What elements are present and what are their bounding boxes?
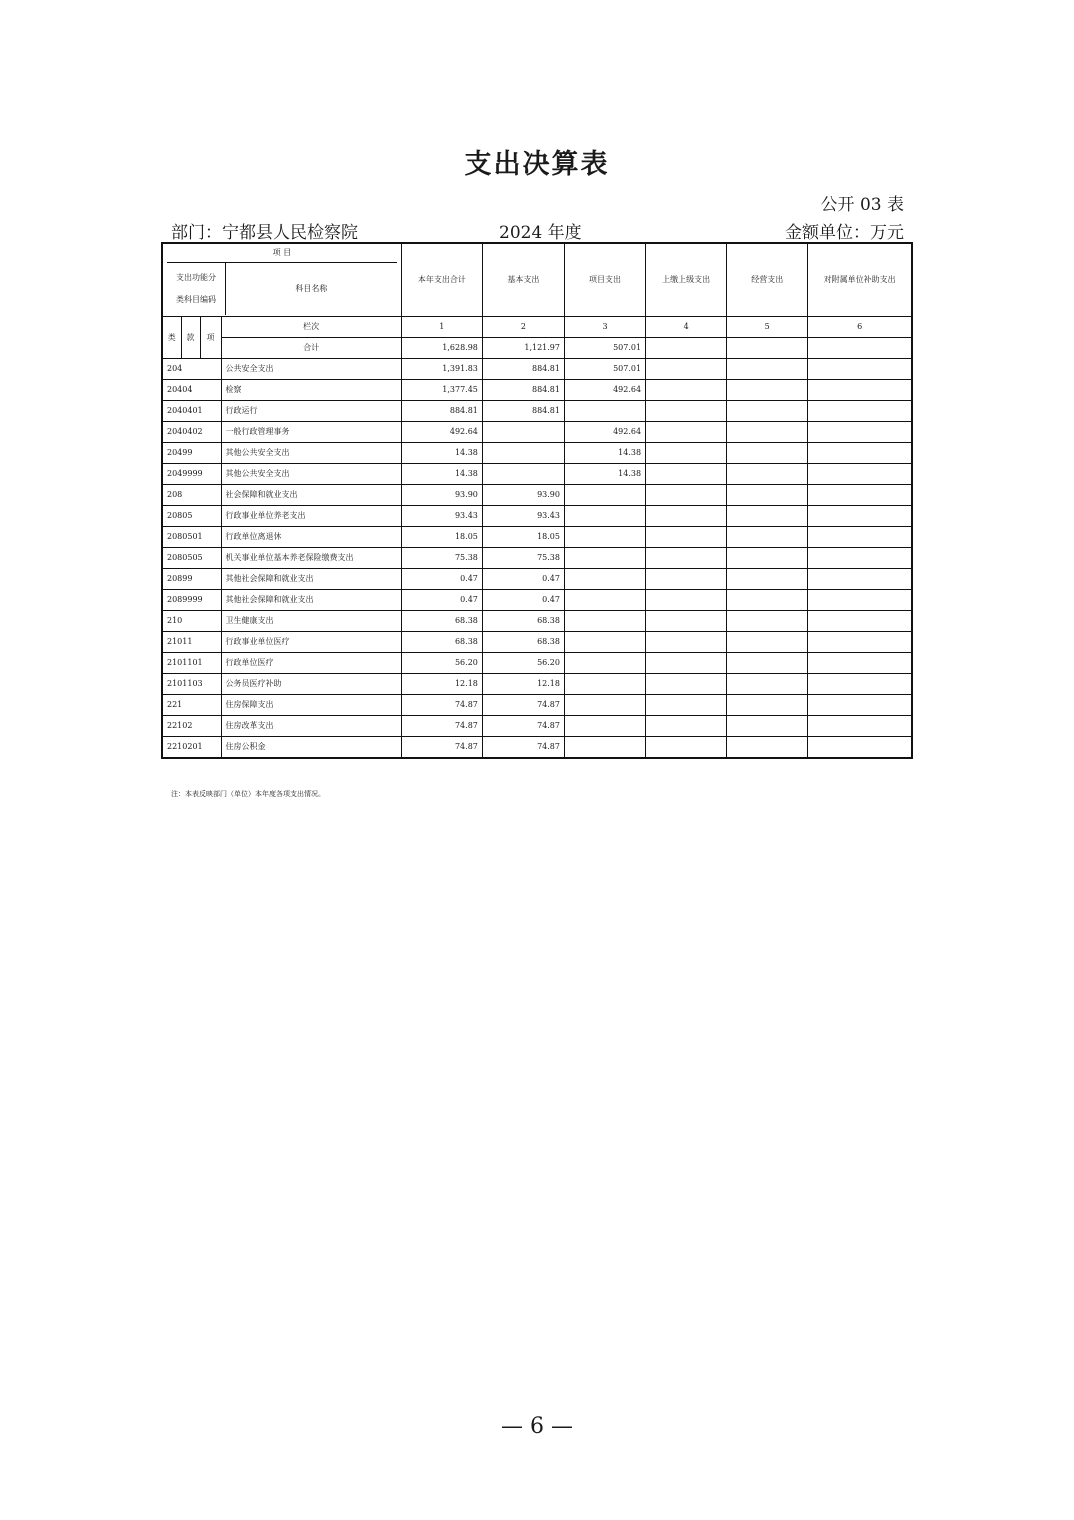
table-row	[162, 569, 912, 590]
table-row	[162, 401, 912, 422]
row-subsidy	[808, 590, 912, 611]
row-code: 20499	[162, 443, 221, 464]
row-subsidy	[808, 632, 912, 653]
row-total: 74.87	[401, 695, 482, 716]
row-basic: 12.18	[482, 674, 564, 695]
row-upper	[646, 380, 727, 401]
row-total: 14.38	[401, 464, 482, 485]
row-code: 2210201	[162, 737, 221, 759]
col-number-3: 3	[564, 317, 645, 338]
row-project	[564, 611, 645, 632]
total-label: 合计	[221, 338, 401, 359]
row-business	[727, 464, 808, 485]
row-total: 1,391.83	[401, 359, 482, 380]
row-upper	[646, 674, 727, 695]
row-project: 507.01	[564, 359, 645, 380]
row-total: 1,377.45	[401, 380, 482, 401]
row-project	[564, 548, 645, 569]
row-upper	[646, 590, 727, 611]
row-upper	[646, 569, 727, 590]
row-subject-name: 行政运行	[221, 401, 401, 422]
header-row	[162, 243, 912, 317]
row-upper	[646, 632, 727, 653]
row-code: 2049999	[162, 464, 221, 485]
row-project	[564, 569, 645, 590]
row-project	[564, 527, 645, 548]
col-number-1: 1	[401, 317, 482, 338]
table-row	[162, 380, 912, 401]
row-total: 93.90	[401, 485, 482, 506]
row-upper	[646, 527, 727, 548]
header-func-code-line1: 支出功能分	[176, 273, 216, 282]
row-business	[727, 632, 808, 653]
row-subject-name: 其他社会保障和就业支出	[221, 569, 401, 590]
row-business	[727, 422, 808, 443]
row-total: 0.47	[401, 590, 482, 611]
row-business	[727, 527, 808, 548]
row-basic: 0.47	[482, 569, 564, 590]
row-project: 14.38	[564, 464, 645, 485]
row-basic: 74.87	[482, 716, 564, 737]
col-number-4: 4	[646, 317, 727, 338]
row-business	[727, 401, 808, 422]
row-subsidy	[808, 569, 912, 590]
page-title: 支出决算表	[464, 149, 610, 180]
row-subsidy	[808, 401, 912, 422]
row-business	[727, 443, 808, 464]
row-project	[564, 674, 645, 695]
row-total: 68.38	[401, 611, 482, 632]
row-business	[727, 485, 808, 506]
row-total: 14.38	[401, 443, 482, 464]
total-project: 507.01	[564, 338, 645, 359]
row-subject-name: 其他公共安全支出	[221, 443, 401, 464]
header-col-subsidy: 对附属单位补助支出	[808, 243, 912, 317]
table-row	[162, 506, 912, 527]
row-subsidy	[808, 611, 912, 632]
row-upper	[646, 506, 727, 527]
header-subject-name: 科目名称	[295, 284, 328, 293]
table-row	[162, 716, 912, 737]
row-total: 12.18	[401, 674, 482, 695]
table-note: 注：本表反映部门（单位）本年度各项支出情况。	[171, 790, 325, 798]
col-number-6: 6	[808, 317, 912, 338]
row-subsidy	[808, 548, 912, 569]
row-subsidy	[808, 716, 912, 737]
row-code: 204	[162, 359, 221, 380]
row-code: 2080505	[162, 548, 221, 569]
row-total: 56.20	[401, 653, 482, 674]
row-subject-name: 检察	[221, 380, 401, 401]
row-basic	[482, 464, 564, 485]
row-code: 20805	[162, 506, 221, 527]
header-col-business: 经营支出	[727, 243, 808, 317]
row-project: 492.64	[564, 422, 645, 443]
row-upper	[646, 401, 727, 422]
row-basic: 74.87	[482, 695, 564, 716]
row-project	[564, 401, 645, 422]
row-total: 492.64	[401, 422, 482, 443]
row-subsidy	[808, 653, 912, 674]
table-row	[162, 674, 912, 695]
row-subsidy	[808, 485, 912, 506]
row-upper	[646, 716, 727, 737]
header-col-project: 项目支出	[564, 243, 645, 317]
fiscal-year: 2024 年度	[499, 223, 582, 243]
table-row	[162, 464, 912, 485]
table-row	[162, 443, 912, 464]
row-business	[727, 590, 808, 611]
row-subject-name: 行政事业单位医疗	[221, 632, 401, 653]
row-basic	[482, 422, 564, 443]
row-project	[564, 506, 645, 527]
row-subsidy	[808, 506, 912, 527]
col-number-5: 5	[727, 317, 808, 338]
total-basic: 1,121.97	[482, 338, 564, 359]
row-project: 14.38	[564, 443, 645, 464]
header-lei: 类	[162, 317, 181, 359]
row-code: 2040402	[162, 422, 221, 443]
row-subject-name: 社会保障和就业支出	[221, 485, 401, 506]
row-subject-name: 机关事业单位基本养老保险缴费支出	[221, 548, 401, 569]
header-col-basic: 基本支出	[482, 243, 564, 317]
table-row	[162, 527, 912, 548]
row-business	[727, 695, 808, 716]
row-subject-name: 行政单位医疗	[221, 653, 401, 674]
total-amount: 1,628.98	[401, 338, 482, 359]
row-project: 492.64	[564, 380, 645, 401]
row-basic: 93.90	[482, 485, 564, 506]
table-row	[162, 485, 912, 506]
row-business	[727, 653, 808, 674]
row-basic: 884.81	[482, 401, 564, 422]
row-subject-name: 公务员医疗补助	[221, 674, 401, 695]
row-project	[564, 485, 645, 506]
row-basic: 884.81	[482, 380, 564, 401]
row-total: 18.05	[401, 527, 482, 548]
row-project	[564, 590, 645, 611]
row-subsidy	[808, 443, 912, 464]
row-business	[727, 737, 808, 759]
row-subsidy	[808, 674, 912, 695]
table-row	[162, 359, 912, 380]
row-subject-name: 行政事业单位养老支出	[221, 506, 401, 527]
row-business	[727, 611, 808, 632]
row-code: 2101103	[162, 674, 221, 695]
row-subject-name: 其他社会保障和就业支出	[221, 590, 401, 611]
row-total: 75.38	[401, 548, 482, 569]
row-subsidy	[808, 737, 912, 759]
row-subject-name: 住房改革支出	[221, 716, 401, 737]
row-basic: 18.05	[482, 527, 564, 548]
total-business	[727, 338, 808, 359]
amount-unit: 金额单位：万元	[785, 223, 904, 243]
row-business	[727, 359, 808, 380]
row-basic: 68.38	[482, 611, 564, 632]
row-total: 74.87	[401, 716, 482, 737]
header-project-cell	[162, 243, 401, 317]
row-code: 221	[162, 695, 221, 716]
row-basic: 884.81	[482, 359, 564, 380]
table-row	[162, 632, 912, 653]
total-upper	[646, 338, 727, 359]
row-upper	[646, 611, 727, 632]
row-project	[564, 653, 645, 674]
expenditure-table	[161, 242, 913, 759]
table-row	[162, 548, 912, 569]
row-code: 20404	[162, 380, 221, 401]
total-row	[162, 338, 912, 359]
column-number-row	[162, 317, 912, 338]
row-subsidy	[808, 464, 912, 485]
row-basic: 75.38	[482, 548, 564, 569]
row-upper	[646, 485, 727, 506]
row-basic: 74.87	[482, 737, 564, 759]
row-business	[727, 380, 808, 401]
row-upper	[646, 695, 727, 716]
row-code: 2089999	[162, 590, 221, 611]
header-col-total: 本年支出合计	[401, 243, 482, 317]
row-subject-name: 卫生健康支出	[221, 611, 401, 632]
row-basic	[482, 443, 564, 464]
row-business	[727, 506, 808, 527]
row-project	[564, 737, 645, 759]
row-code: 2101101	[162, 653, 221, 674]
row-project	[564, 632, 645, 653]
department-label: 部门：宁都县人民检察院	[171, 223, 358, 243]
row-subject-name: 住房公积金	[221, 737, 401, 759]
table-row	[162, 737, 912, 759]
row-code: 21011	[162, 632, 221, 653]
total-subsidy	[808, 338, 912, 359]
table-row	[162, 422, 912, 443]
row-code: 20899	[162, 569, 221, 590]
row-upper	[646, 422, 727, 443]
row-business	[727, 716, 808, 737]
row-business	[727, 674, 808, 695]
row-total: 93.43	[401, 506, 482, 527]
row-basic: 68.38	[482, 632, 564, 653]
row-project	[564, 716, 645, 737]
page-number: — 6 —	[501, 1414, 573, 1439]
row-subject-name: 公共安全支出	[221, 359, 401, 380]
row-upper	[646, 443, 727, 464]
header-func-code-line2: 类科目编码	[176, 295, 216, 304]
row-basic: 93.43	[482, 506, 564, 527]
row-upper	[646, 653, 727, 674]
col-number-2: 2	[482, 317, 564, 338]
header-kuan: 款	[181, 317, 200, 359]
row-total: 884.81	[401, 401, 482, 422]
table-row	[162, 695, 912, 716]
row-subsidy	[808, 422, 912, 443]
row-subsidy	[808, 359, 912, 380]
table-row	[162, 590, 912, 611]
row-subsidy	[808, 527, 912, 548]
row-total: 68.38	[401, 632, 482, 653]
header-func-code	[167, 263, 226, 315]
form-number: 公开 03 表	[820, 195, 904, 215]
row-business	[727, 569, 808, 590]
row-business	[727, 548, 808, 569]
row-subject-name: 一般行政管理事务	[221, 422, 401, 443]
row-subsidy	[808, 380, 912, 401]
header-col-upper: 上缴上级支出	[646, 243, 727, 317]
row-code: 208	[162, 485, 221, 506]
row-code: 22102	[162, 716, 221, 737]
row-project	[564, 695, 645, 716]
row-code: 210	[162, 611, 221, 632]
row-code: 2040401	[162, 401, 221, 422]
table-row	[162, 653, 912, 674]
header-lanci: 栏次	[221, 317, 401, 338]
row-basic: 0.47	[482, 590, 564, 611]
header-project: 项 目	[167, 244, 397, 263]
row-upper	[646, 464, 727, 485]
header-xiang: 项	[200, 317, 221, 359]
row-subject-name: 其他公共安全支出	[221, 464, 401, 485]
row-basic: 56.20	[482, 653, 564, 674]
table-row	[162, 611, 912, 632]
row-subject-name: 行政单位离退休	[221, 527, 401, 548]
row-upper	[646, 737, 727, 759]
row-total: 74.87	[401, 737, 482, 759]
row-subject-name: 住房保障支出	[221, 695, 401, 716]
row-code: 2080501	[162, 527, 221, 548]
row-subsidy	[808, 695, 912, 716]
row-upper	[646, 548, 727, 569]
row-upper	[646, 359, 727, 380]
row-total: 0.47	[401, 569, 482, 590]
